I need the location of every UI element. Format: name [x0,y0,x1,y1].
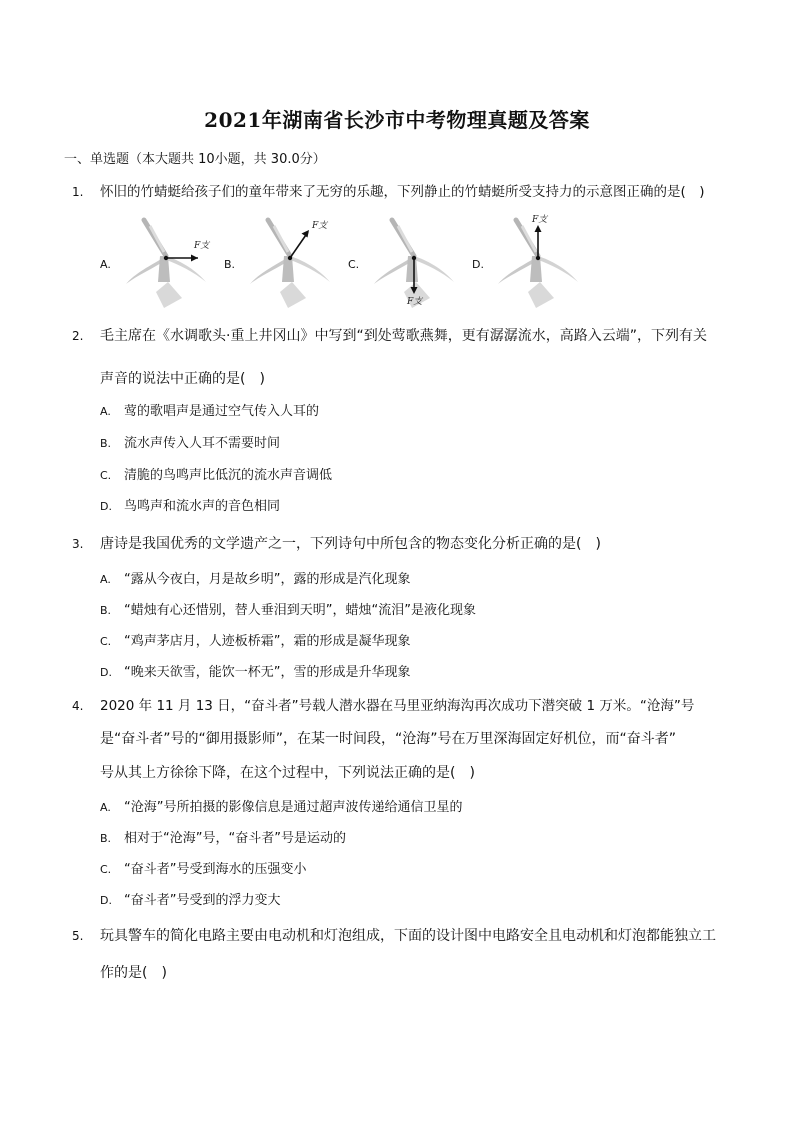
dragonfly-figure [114,212,214,312]
force-label: F支 [532,215,548,225]
section-heading: 一、单选题（本大题共 10小题，共 30.0分） [64,152,326,167]
question-stem-continued: 作的是( ) [100,965,167,981]
figure-b [224,212,334,312]
option-c: C. “奋斗者”号受到海水的压强变小 [100,862,307,877]
option-b: B. 流水声传入人耳不需要时间 [100,436,281,451]
question-stem: 怀旧的竹蜻蜓给孩子们的童年带来了无穷的乐趣，下列静止的竹蜻蜓所受支持力的示意图正确的是( ) [100,184,705,200]
question-stem-continued: 声音的说法中正确的是( ) [100,371,265,387]
dragonfly-figure [486,212,586,312]
page-title: 2021年湖南省长沙市中考物理真题及答案 [204,108,590,132]
question-number: 2. [72,329,84,343]
question-stem-continued: 是“奋斗者”号的“御用摄影师”，在某一时间段，“沧海”号在万里深海固定好机位，而“奋斗者” [100,731,677,747]
dragonfly-figure [238,212,338,312]
force-label: F支 [407,297,423,307]
question-number: 4. [72,699,84,713]
question-stem: 2020 年 11 月 13 日，“奋斗者”号载人潜水器在马里亚纳海沟再次成功下潜突破 1 万米。“沧海”号 [100,698,695,714]
option-c: C. 清脆的鸟鸣声比低沉的流水声音调低 [100,468,333,483]
option-a: A. “沧海”号所拍摄的影像信息是通过超声波传递给通信卫星的 [100,800,463,815]
dragonfly-figure [362,212,462,312]
question-stem-continued: 号从其上方徐徐下降，在这个过程中，下列说法正确的是( ) [100,765,475,781]
option-a: A. “露从今夜白，月是故乡明”，露的形成是汽化现象 [100,572,411,587]
option-letter: B. [224,258,236,271]
force-label: F支 [194,241,210,251]
force-label: F支 [312,221,328,231]
option-letter: D. [472,258,484,271]
question-stem: 玩具警车的简化电路主要由电动机和灯泡组成，下面的设计图中电路安全且电动机和灯泡都能独立工 [100,928,716,944]
option-letter: C. [348,258,360,271]
option-a: A. 莺的歌唱声是通过空气传入人耳的 [100,404,320,419]
question-number: 1. [72,185,84,199]
option-b: B. 相对于“沧海”号，“奋斗者”号是运动的 [100,831,346,846]
question-stem: 唐诗是我国优秀的文学遗产之一，下列诗句中所包含的物态变化分析正确的是( ) [100,536,601,552]
option-letter: A. [100,258,111,271]
q1-figures [100,212,620,312]
question-number: 3. [72,537,84,551]
option-d: D. 鸟鸣声和流水声的音色相同 [100,499,281,514]
figure-c [348,212,458,312]
option-d: D. “奋斗者”号受到的浮力变大 [100,893,281,908]
option-c: C. “鸡声茅店月，人迹板桥霜”，霜的形成是凝华现象 [100,634,411,649]
question-stem: 毛主席在《水调歌头·重上井冈山》中写到“到处莺歌燕舞，更有潺潺流水，高路入云端”，下列有关 [100,328,707,344]
figure-d [472,212,582,312]
question-number: 5. [72,929,84,943]
option-d: D. “晚来天欲雪，能饮一杯无”，雪的形成是升华现象 [100,665,411,680]
figure-a [100,212,210,312]
option-b: B. “蜡烛有心还惜别，替人垂泪到天明”，蜡烛“流泪”是液化现象 [100,603,476,618]
